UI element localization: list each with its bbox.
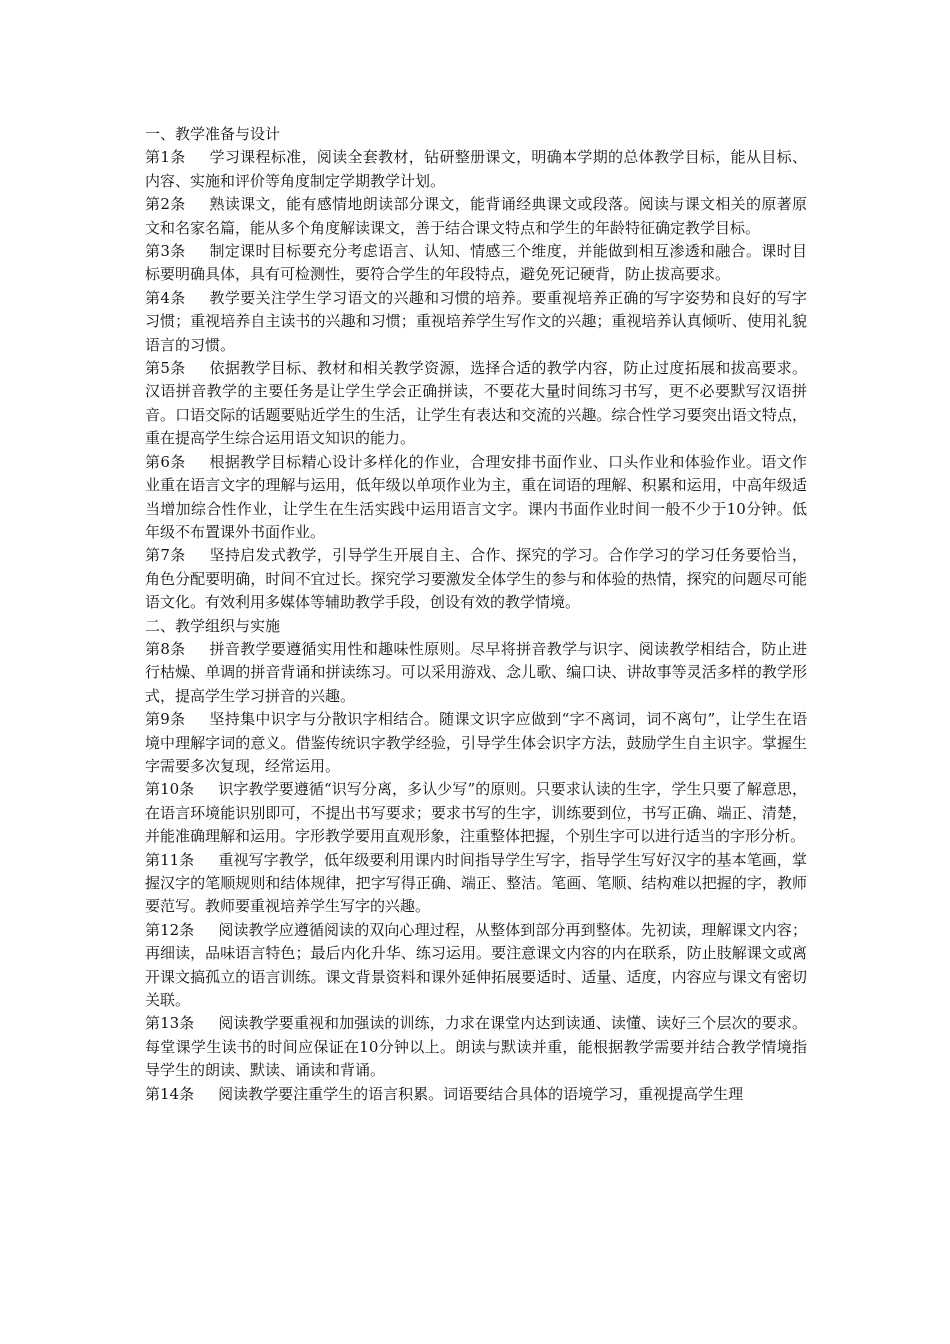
article-text: 坚持启发式教学，引导学生开展自主、合作、探究的学习。合作学习的学习任务要恰当，角色分配要明确，时间不宜过长。探究学习要激发全体学生的参与和体验的热情，探究的问题尽可能语文化。有效利用多媒体等辅助教学手段，创设有效的教学情境。 <box>145 546 807 612</box>
article-5 <box>145 357 807 451</box>
article-text: 熟读课文，能有感情地朗读部分课文，能背诵经典课文或段落。阅读与课文相关的原著原文和名家名篇，能从多个角度解读课文，善于结合课文特点和学生的年龄特征确定教学目标。 <box>145 195 807 237</box>
article-number: 第2条 <box>145 195 186 214</box>
article-12 <box>145 919 807 1013</box>
article-8 <box>145 638 807 708</box>
article-text: 阅读教学应遵循阅读的双向心理过程，从整体到部分再到整体。先初读，理解课文内容；再细读，品味语言特色；最后内化升华、练习运用。要注意课文内容的内在联系，防止肢解课文或离开课文搞孤立的语言训练。课文背景资料和课外延伸拓展要适时、适量、适度，内容应与课文有密切关联。 <box>145 920 807 1010</box>
article-10 <box>145 778 807 848</box>
article-2 <box>145 193 807 240</box>
article-number: 第5条 <box>145 359 186 378</box>
section-heading: 二、教学组织与实施 <box>145 616 281 635</box>
article-1 <box>145 146 807 193</box>
article-text: 制定课时目标要充分考虑语言、认知、情感三个维度，并能做到相互渗透和融合。课时目标要明确具体，具有可检测性，要符合学生的年段特点，避免死记硬背，防止拔高要求。 <box>145 242 807 284</box>
article-text: 阅读教学要注重学生的语言积累。词语要结合具体的语境学习，重视提高学生理 <box>218 1084 744 1103</box>
article-4 <box>145 287 807 357</box>
article-13 <box>145 1012 807 1082</box>
article-number: 第12条 <box>145 920 195 939</box>
article-3 <box>145 240 807 287</box>
article-6 <box>145 451 807 545</box>
article-number: 第3条 <box>145 242 186 261</box>
article-text: 依据教学目标、教材和相关教学资源，选择合适的教学内容，防止过度拓展和拔高要求。汉语拼音教学的主要任务是让学生学会正确拼读，不要花大量时间练习书写，更不必要默写汉语拼音。口语交际的话题要贴近学生的生活，让学生有表达和交流的兴趣。综合性学习要突出语文特点，重在提高学生综合运用语文知识的能力。 <box>145 359 807 448</box>
article-text: 教学要关注学生学习语文的兴趣和习惯的培养。要重视培养正确的写字姿势和良好的写字习惯；重视培养自主读书的兴趣和习惯；重视培养学生写作文的兴趣；重视培养认真倾听、使用礼貌语言的习惯。 <box>145 288 807 354</box>
article-number: 第11条 <box>145 850 195 869</box>
article-14 <box>145 1083 807 1106</box>
section-heading: 一、教学准备与设计 <box>145 125 281 143</box>
article-text: 根据教学目标精心设计多样化的作业，合理安排书面作业、口头作业和体验作业。语文作业重在语言文字的理解与运用，低年级以单项作业为主，重在词语的理解、积累和运用，中高年级适当增加综合性作业，让学生在生活实践中运用语言文字。课内书面作业时间一般不少于10分钟。低年级不布置课外书面作业。 <box>145 452 807 541</box>
article-text: 识字教学要遵循“识写分离，多认少写”的原则。只要求认读的生字，学生只要了解意思，在语言环境能识别即可，不提出书写要求；要求书写的生字，训练要到位，书写正确、端正、清楚，并能准确理解和运用。字形教学要用直观形象，注重整体把握，个别生字可以进行适当的字形分析。 <box>145 780 807 846</box>
article-number: 第7条 <box>145 546 186 565</box>
article-number: 第10条 <box>145 780 195 799</box>
article-text: 阅读教学要重视和加强读的训练，力求在课堂内达到读通、读懂、读好三个层次的要求。每堂课学生读书的时间应保证在10分钟以上。朗读与默读并重，能根据教学需要并结合教学情境指导学生的朗读、默读、诵读和背诵。 <box>145 1014 807 1080</box>
article-number: 第14条 <box>145 1084 195 1103</box>
article-number: 第9条 <box>145 710 186 729</box>
article-number: 第1条 <box>145 148 186 167</box>
article-text: 重视写字教学，低年级要利用课内时间指导学生写字，指导学生写好汉字的基本笔画，掌握汉字的笔顺规则和结体规律，把字写得正确、端正、整洁。笔画、笔顺、结构难以把握的字，教师要范写。教师要重视培养学生写字的兴趣。 <box>145 850 807 916</box>
article-number: 第4条 <box>145 288 186 307</box>
article-number: 第13条 <box>145 1014 195 1033</box>
article-7 <box>145 544 807 614</box>
document-body <box>145 123 807 1106</box>
article-text: 学习课程标准，阅读全套教材，钻研整册课文，明确本学期的总体教学目标，能从目标、内容、实施和评价等角度制定学期教学计划。 <box>145 148 807 190</box>
article-number: 第8条 <box>145 639 186 658</box>
article-text: 坚持集中识字与分散识字相结合。随课文识字应做到“字不离词，词不离句”，让学生在语境中理解字词的意义。借鉴传统识字教学经验，引导学生体会识字方法，鼓励学生自主识字。掌握生字需要多次复现，经常运用。 <box>145 710 807 775</box>
article-text: 拼音教学要遵循实用性和趣味性原则。尽早将拼音教学与识字、阅读教学相结合，防止进行枯燥、单调的拼音背诵和拼读练习。可以采用游戏、念儿歌、编口诀、讲故事等灵活多样的教学形式，提高学生学习拼音的兴趣。 <box>145 639 807 705</box>
article-number: 第6条 <box>145 452 186 471</box>
article-9 <box>145 708 807 778</box>
article-11 <box>145 849 807 919</box>
